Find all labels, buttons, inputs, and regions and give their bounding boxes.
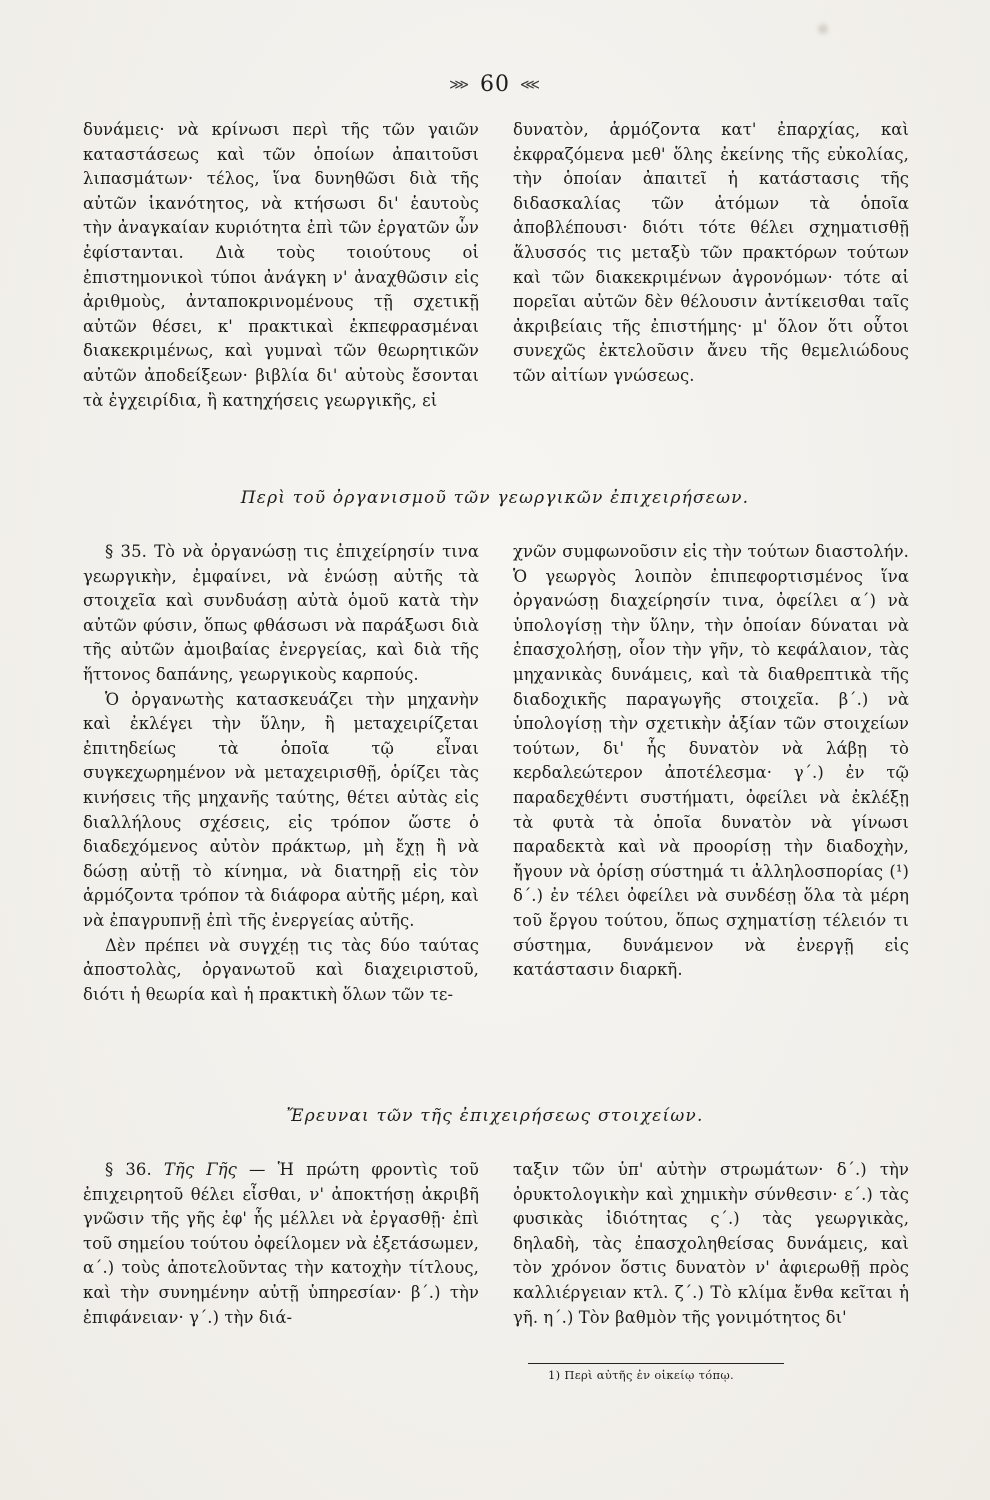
ornament-right: ⋘ xyxy=(520,77,541,93)
paragraph: ταξιν τῶν ὑπ' αὐτὴν στρωμάτων· δ΄.) τὴν ὀρυκτολογικὴν καὶ χημικὴν σύνθεσιν· ε΄.) τὰς φυσικὰς ἰδιότητας ς΄.) τὰς γεωργικὰς, δηλαδὴ, τὰς ἐπασχοληθείσας δυνάμεις, καὶ τὸν χρόνον ὅστις δυνατὸν ν' ἀφιερωθῇ πρὸς καλλιέργειαν κτλ. ζ΄.) Τὸ κλίμα ἔνθα κεῖται ἡ γῆ. η΄.) Τὸν βαθμὸν τῆς γονιμότητος δι' xyxy=(513,1160,909,1327)
paragraph: δυνατὸν, ἁρμόζοντα κατ' ἐπαρχίας, καὶ ἐκφραζόμενα μεθ' ὅλης ἐκείνης τῆς εὐκολίας, τὴν ὁποίαν ἀπαιτεῖ ἡ κατάστασις τῆς διδασκαλίας τῶν ἀτόμων τὰ ὁποῖα ἀποβλέπουσι· διότι τότε θέλει σχηματισθῇ ἅλυσσός τις μεταξὺ τῶν πρακτόρων τούτων καὶ τῶν διακεκριμένων ἀγρονόμων· τότε αἱ πορεῖαι αὐτῶν δὲν θέλουσιν ἀντίκεισθαι ταῖς ἀκριβείαις τῆς ἐπιστήμης· μ' ὅλον ὅτι οὗτοι συνεχῶς ἐκτελοῦσιν ἄνευ τῆς θεμελιώδους τῶν αἰτίων γνώσεως. xyxy=(513,120,909,385)
paragraph: χνῶν συμφωνοῦσιν εἰς τὴν τούτων διαστολήν. Ὁ γεωργὸς λοιπὸν ἐπιπεφορτισμένος ἵνα ὀργανώσῃ διαχείρησίν τινα, ὀφείλει α΄) νὰ ὑπολογίσῃ τὴν ὕλην, τὴν ὁποίαν δύναται νὰ ἐπασχολήσῃ, οἷον τὴν γῆν, τὸ κεφάλαιον, τὰς μηχανικὰς δυνάμεις, καὶ τὰ διαθρεπτικὰ τῆς διαδοχικῆς παραγωγῆς στοιχεῖα. β΄.) νὰ ὑπολογίσῃ τὴν σχετικὴν ἀξίαν τῶν στοιχείων τούτων, δι' ἧς δυνατὸν νὰ λάβῃ τὸ κερδαλεώτερον ἀποτέλεσμα· γ΄.) ἐν τῷ παραδεχθέντι συστήματι, ὀφείλει νὰ ἐκλέξῃ τὰ φυτὰ τὰ ὁποῖα δυνατὸν νὰ γίνωσι παραδεκτὰ καὶ νὰ προορίσῃ τὴν διαδοχὴν, ἤγουν νὰ ὁρίσῃ σύστημά τι ἀλληλοσπορίας (¹) δ΄.) ἐν τέλει ὀφείλει νὰ συνδέσῃ ὅλα τὰ μέρη τοῦ ἔργου τούτου, ὅπως σχηματίσῃ τέλειόν τι σύστημα, δυνάμενον νὰ ἐνεργῇ εἰς κατάστασιν διαρκῆ. xyxy=(513,542,909,980)
section1-left-column xyxy=(83,118,479,413)
page-header xyxy=(0,72,990,97)
paragraph-title: Τῆς Γῆς xyxy=(163,1160,237,1179)
paragraph: δυνάμεις· νὰ κρίνωσι περὶ τῆς τῶν γαιῶν καταστάσεως καὶ τῶν ὁποίων ἀπαιτοῦσι λιπασμάτων· τέλος, ἵνα δυνηθῶσι διὰ τῆς αὐτῶν ἱκανότητος, νὰ κτήσωσι δι' ἑαυτοὺς τὴν ἀναγκαίαν κυριότητα ἐπὶ τῶν ἐργατῶν ὧν ἐφίστανται. Διὰ τοὺς τοιούτους οἱ ἐπιστημονικοὶ τύποι ἀνάγκη ν' ἀναχθῶσιν εἰς ἀριθμοὺς, ἀνταποκρινομένους τῇ σχετικῇ αὐτῶν θέσει, κ' πρακτικαὶ ἐκπεφρασμέναι διακεκριμένως, καὶ γυμναὶ τῶν θεωρητικῶν αὐτῶν ἀποδείξεων· βιβλία δι' αὐτοὺς ἔσονται τὰ ἐγχειρίδια, ἢ κατηχήσεις γεωργικῆς, εἰ xyxy=(83,120,479,410)
footnote-rule xyxy=(528,1363,784,1364)
section3-left-column xyxy=(83,1158,479,1330)
section1-right-column xyxy=(513,118,909,389)
paragraph-body: — Ἡ πρώτη φροντὶς τοῦ ἐπιχειρητοῦ θέλει εἶσθαι, ν' ἀποκτήσῃ ἀκριβῆ γνῶσιν τῆς γῆς ἐφ' ἧς μέλλει νὰ ἐργασθῇ· ἐπὶ τοῦ σημείου τούτου ὀφείλομεν νὰ ἐξετάσωμεν, α΄.) τοὺς ἀποτελοῦντας τὴν κατοχὴν τίτλους, καὶ τὴν συνημένην αὐτῇ ὑπηρεσίαν· β΄.) τὴν ἐπιφάνειαν· γ΄.) τὴν διά- xyxy=(83,1160,479,1327)
section2-right-column xyxy=(513,540,909,983)
ornament-left: ⋙ xyxy=(449,77,470,93)
footnote: 1) Περὶ αὐτῆς ἐν οἰκείῳ τόπῳ. xyxy=(548,1368,734,1382)
paragraph-number: § 36. xyxy=(105,1160,152,1179)
section-heading-organization: Περὶ τοῦ ὀργανισμοῦ τῶν γεωργικῶν ἐπιχειρήσεων. xyxy=(240,488,750,508)
paragraph: Δὲν πρέπει νὰ συγχέῃ τις τὰς δύο ταύτας ἀποστολὰς, ὀργανωτοῦ καὶ διαχειριστοῦ, διότι ἡ θεωρία καὶ ἡ πρακτικὴ ὅλων τῶν τε- xyxy=(83,935,479,1004)
paragraph: Ὁ ὀργανωτὴς κατασκευάζει τὴν μηχανὴν καὶ ἐκλέγει τὴν ὕλην, ἢ μεταχειρίζεται ἐπιτηδείως τὰ ὁποῖα τῷ εἶναι συγκεχωρημένον νὰ μεταχειρισθῇ, ὁρίζει τὰς κινήσεις τῆς μηχανῆς ταύτης, θέτει αὐτὰς εἰς διαλλήλους σχέσεις, εἰς τρόπον ὥστε ὁ διαδεχόμενος αὐτὸν πράκτωρ, μὴ ἔχῃ ἢ νὰ δώσῃ αὐτῇ τὸ κίνημα, νὰ διατηρῇ εἰς τὸν ἁρμόζοντα τρόπον τὰ διάφορα αὐτῆς μέρη, καὶ νὰ ἐπαγρυπνῇ ἐπὶ τῆς ἐνεργείας αὐτῆς. xyxy=(83,689,479,930)
section2-left-column xyxy=(83,540,479,1007)
paper-speck xyxy=(818,24,828,34)
page-number: 60 xyxy=(480,72,510,97)
section3-right-column xyxy=(513,1158,909,1330)
paragraph-35: § 35. Τὸ νὰ ὀργανώσῃ τις ἐπιχείρησίν τινα γεωργικὴν, ἐμφαίνει, νὰ ἑνώσῃ αὐτῆς τὰ στοιχεῖα καὶ συνδυάσῃ αὐτὰ ὁμοῦ κατὰ τὴν αὐτῶν φύσιν, ὅπως φθάσωσι νὰ παράξωσι διὰ τῆς αὐτῶν ἀμοιβαίας ἐνεργείας, καὶ διὰ τῆς ἥττονος δαπάνης, γεωργικοὺς καρπούς. xyxy=(83,542,479,684)
section-heading-elements: Ἔρευναι τῶν τῆς ἐπιχειρήσεως στοιχείων. xyxy=(286,1106,704,1126)
paragraph-36 xyxy=(83,1158,479,1330)
